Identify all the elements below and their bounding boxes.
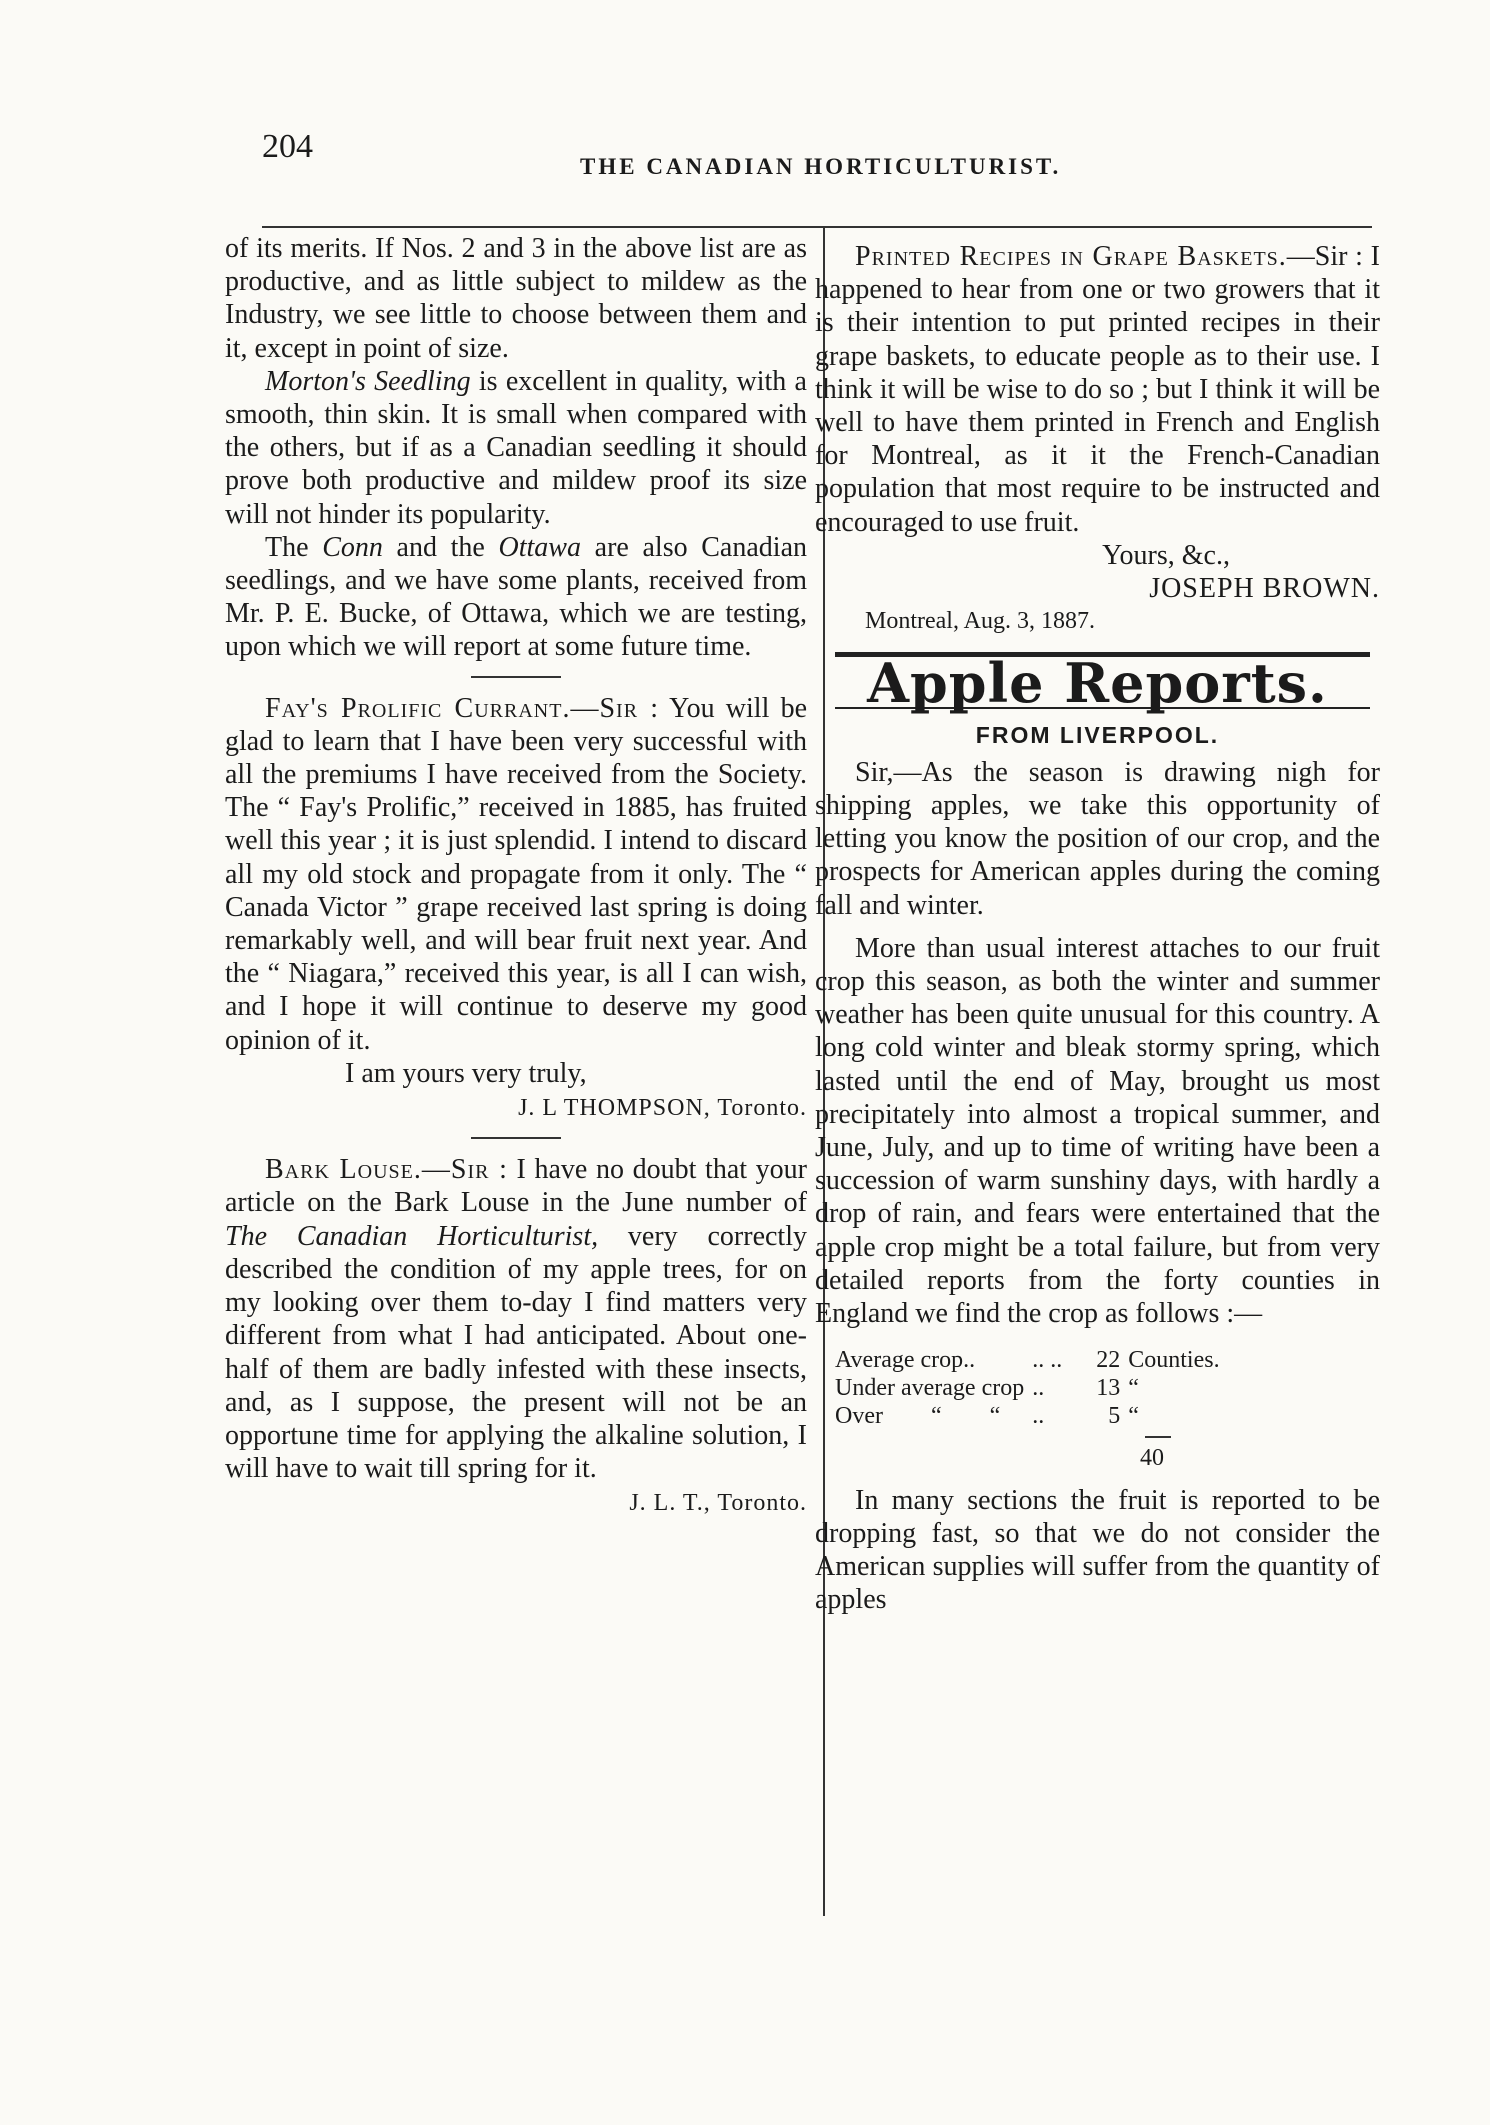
recipes-place-date: Montreal, Aug. 3, 1887. [865, 608, 1095, 635]
liverpool-paragraph-2: More than usual interest attaches to our fruit crop this season, as both the winter and summer weather has been quite unusual for this country. A long cold winter and bleak stormy spring, which lasted until the end of May, brought us most precipitately into almost a tropical summer, and June, July, and up to time of writing have been a succession of warm sunshiny days, with hardly a drop of rain, and fears were entertained that the apple crop might be a total failure, but from very detailed reports from the forty counties in England we find the crop as follows :— [815, 932, 1380, 1330]
fays-signature: J. L THOMPSON, Toronto. [518, 1095, 807, 1122]
crop-table [835, 1346, 1228, 1430]
total-rule [1145, 1436, 1171, 1438]
header-rule [262, 226, 1372, 228]
recipes-title: Printed Recipes in Grape Baskets. [855, 241, 1287, 272]
section-separator [471, 1137, 561, 1139]
crop-label: Under average crop [835, 1375, 1025, 1402]
left-column [225, 232, 807, 1531]
mortons-seedling-italic: Morton's Seedling [265, 365, 471, 397]
crop-dots: .. .. [1032, 1347, 1063, 1374]
letter-printed-recipes [815, 240, 1380, 539]
running-head: THE CANADIAN HORTICULTURIST. [580, 154, 1062, 179]
recipes-name: JOSEPH BROWN. [1149, 573, 1380, 605]
fays-body: You will be glad to learn that I have been very successful with all the premiums I have received from the Society. The “ Fay's Prolific,” received in 1885, has fruited well this year ; it is just splendid. I intend to discard all my old stock and propagate from it only. The “ Canada Victor ” grape received last spring is doing remarkably well, and will bear fruit next year. And the “ Niagara,” received this year, is all I can wish, and I hope it will continue to deserve my good opinion of it. [225, 692, 807, 1056]
liverpool-paragraph-1: Sir,—As the season is drawing nigh for shipping apples, we take this opportunity of letting you know the position of our crop, and the prospects for American apples during the coming fall and winter. [815, 756, 1380, 921]
letter-fays-prolific [225, 692, 807, 1057]
crop-unit: “ [1128, 1375, 1139, 1402]
conn-text-a: The [265, 531, 323, 563]
section-separator [471, 676, 561, 678]
table-row [835, 1374, 1228, 1402]
fays-closing: I am yours very truly, [345, 1057, 587, 1089]
crop-unit: Counties. [1128, 1347, 1220, 1374]
conn-text-c: are also Canadian seedlings, and we have some plants, received from Mr. P. E. Bucke, of Ottawa, which we are testing, upon which we will report at some future time. [225, 531, 807, 663]
recipes-body: —Sir : I happened to hear from one or two growers that it is their intention to put printed recipes in their grape baskets, to educate people as to their use. I think it will be wise to do so ; but I think it will be well to have them printed in French and English for Montreal, as it it the French-Canadian population that most require to be instructed and encouraged to use fruit. [815, 241, 1381, 538]
paragraph-conn-ottawa [225, 531, 807, 664]
letter-bark-louse [225, 1153, 807, 1485]
conn-italic: Conn [322, 531, 383, 563]
crop-dots: .. [1032, 1375, 1045, 1402]
bark-title: Bark Louse.—Sir : [265, 1154, 508, 1186]
right-column [815, 240, 1380, 1616]
recipes-closing: Yours, &c., [1102, 539, 1230, 571]
page-number: 204 [262, 128, 313, 165]
bark-italic: The Canadian Horticulturist, [225, 1220, 599, 1252]
mortons-seedling-text: is excellent in quality, with a smooth, thin skin. It is small when compared with the others, but if as a Canadian seedling it should prove both productive and mildew proof its size will not hinder its popularity. [225, 365, 807, 530]
table-row [835, 1346, 1228, 1374]
table-row [835, 1402, 1228, 1430]
bark-text-b: very correctly described the condition of my apple trees, for on my looking over them to-day I find matters very different from what I had anticipated. About one-half of them are badly infested with these insects, and, as I suppose, the present will not be an opportune time for applying the alkaline solution, I will have to wait till spring for it. [225, 1220, 807, 1485]
section-heading: Apple Reports. [867, 651, 1328, 716]
subheading: FROM LIVERPOOL. [975, 721, 1220, 748]
crop-count: 22 [1096, 1347, 1121, 1374]
crop-total: 40 [1140, 1445, 1164, 1472]
spacer [815, 922, 1380, 932]
fays-title: Fay's Prolific Currant.—Sir : [265, 692, 660, 724]
crop-label: Average crop.. [835, 1347, 976, 1374]
paragraph-mortons-seedling [225, 365, 807, 531]
conn-text-b: and the [382, 531, 499, 563]
crop-count: 13 [1096, 1375, 1121, 1402]
bark-signature: J. L. T., Toronto. [629, 1490, 807, 1517]
crop-count: 5 [1108, 1403, 1121, 1430]
liverpool-paragraph-3: In many sections the fruit is reported to be dropping fast, so that we do not consider the American supplies will suffer from the quantity of apples [815, 1484, 1380, 1616]
crop-dots: .. [1032, 1403, 1045, 1430]
paragraph-continuation: of its merits. If Nos. 2 and 3 in the above list are as productive, and as little subject to mildew as the Industry, we see little to choose between them and it, except in point of size. [225, 233, 807, 364]
ottawa-italic: Ottawa [498, 531, 581, 563]
crop-label: Over “ “ [835, 1403, 1001, 1430]
crop-unit: “ [1128, 1403, 1139, 1430]
bark-text-a: I have no doubt that your article on the Bark Louse in the June number of [225, 1154, 807, 1219]
